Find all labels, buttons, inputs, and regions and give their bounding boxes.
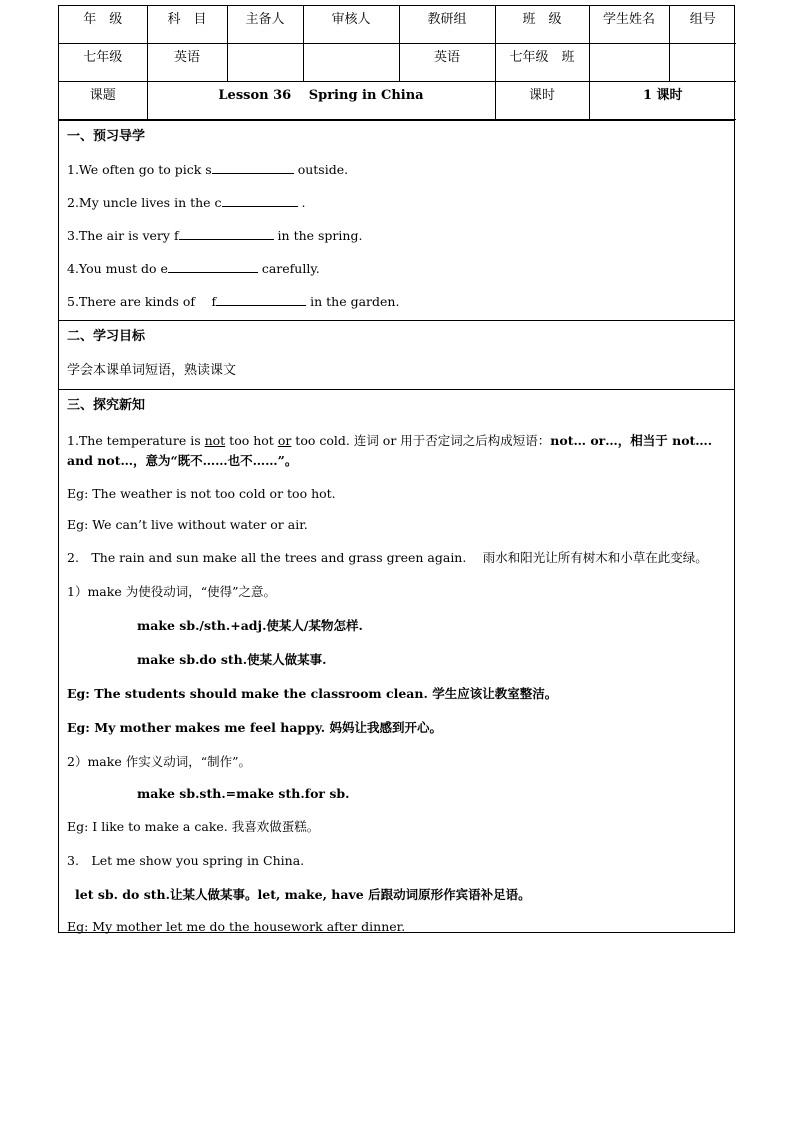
preview-section [59, 120, 734, 320]
header-row-1 [59, 6, 736, 44]
header-cell: 组号 [669, 6, 736, 44]
reviewer-value[interactable] [303, 44, 399, 82]
header-cell: 主备人 [227, 6, 303, 44]
answer-blank[interactable] [216, 293, 306, 306]
lesson-title: Lesson 36 Spring in China [147, 82, 495, 120]
exercise-3: 3.The air is very f in the spring. [67, 228, 363, 243]
explore-section [59, 389, 734, 934]
objective-text: 学会本课单词短语，熟读课文 [67, 363, 237, 378]
header-cell: 班 级 [495, 6, 589, 44]
period-label: 课时 [495, 82, 589, 120]
make-pattern: make sb./sth.+adj.使某人/某物怎样. [137, 618, 363, 633]
let-pattern: let sb. do sth.让某人做某事。let, make, have 后跟动词原形作宾语补足语。 [75, 887, 531, 902]
make-usage-1: 1）make 为使役动词，“使得”之意。 [67, 584, 276, 599]
header-row-3 [59, 82, 736, 120]
point-1: 1.The temperature is not too hot or too cold. 连词 or 用于否定词之后构成短语：not… or…，相当于 not…. and not…，意为“既不……也不……”。 [67, 433, 713, 468]
example: Eg: The students should make the classroom clean. 学生应该让教室整洁。 [67, 686, 558, 701]
example: Eg: I like to make a cake. 我喜欢做蛋糕。 [67, 819, 320, 834]
header-cell: 教研组 [399, 6, 495, 44]
section-title: 一、预习导学 [67, 129, 146, 144]
example: Eg: My mother let me do the housework after dinner. [67, 919, 406, 934]
grade-value: 七年级 [59, 44, 147, 82]
answer-blank[interactable] [222, 194, 298, 207]
header-cell: 审核人 [303, 6, 399, 44]
period-value: 1 课时 [589, 82, 736, 120]
group-value: 英语 [399, 44, 495, 82]
point-3: 3. Let me show you spring in China. [67, 853, 305, 868]
exercise-5: 5.There are kinds of f in the garden. [67, 294, 400, 309]
class-value: 七年级 班 [495, 44, 589, 82]
point-2: 2. The rain and sun make all the trees and grass green again. 雨水和阳光让所有树木和小草在此变绿。 [67, 550, 708, 565]
answer-blank[interactable] [179, 227, 274, 240]
topic-label: 课题 [59, 82, 147, 120]
header-cell: 学生姓名 [589, 6, 669, 44]
header-cell: 科 目 [147, 6, 227, 44]
exercise-1: 1.We often go to pick s outside. [67, 162, 349, 177]
objective-section [59, 320, 734, 389]
header-table [59, 6, 736, 120]
worksheet [58, 5, 735, 933]
make-pattern: make sb.sth.=make sth.for sb. [137, 786, 350, 801]
header-row-2 [59, 44, 736, 82]
subject-value: 英语 [147, 44, 227, 82]
header-cell: 年 级 [59, 6, 147, 44]
make-pattern: make sb.do sth.使某人做某事. [137, 652, 327, 667]
answer-blank[interactable] [168, 260, 258, 273]
example: Eg: We can’t live without water or air. [67, 517, 308, 532]
section-title: 三、探究新知 [67, 398, 146, 413]
preparer-value[interactable] [227, 44, 303, 82]
group-number-value[interactable] [669, 44, 736, 82]
exercise-4: 4.You must do e carefully. [67, 261, 320, 276]
make-usage-2: 2）make 作实义动词，“制作”。 [67, 754, 251, 769]
section-title: 二、学习目标 [67, 329, 146, 344]
exercise-2: 2.My uncle lives in the c . [67, 195, 306, 210]
example: Eg: My mother makes me feel happy. 妈妈让我感到开心。 [67, 720, 442, 735]
answer-blank[interactable] [212, 161, 294, 174]
student-name-value[interactable] [589, 44, 669, 82]
example: Eg: The weather is not too cold or too hot. [67, 486, 336, 501]
